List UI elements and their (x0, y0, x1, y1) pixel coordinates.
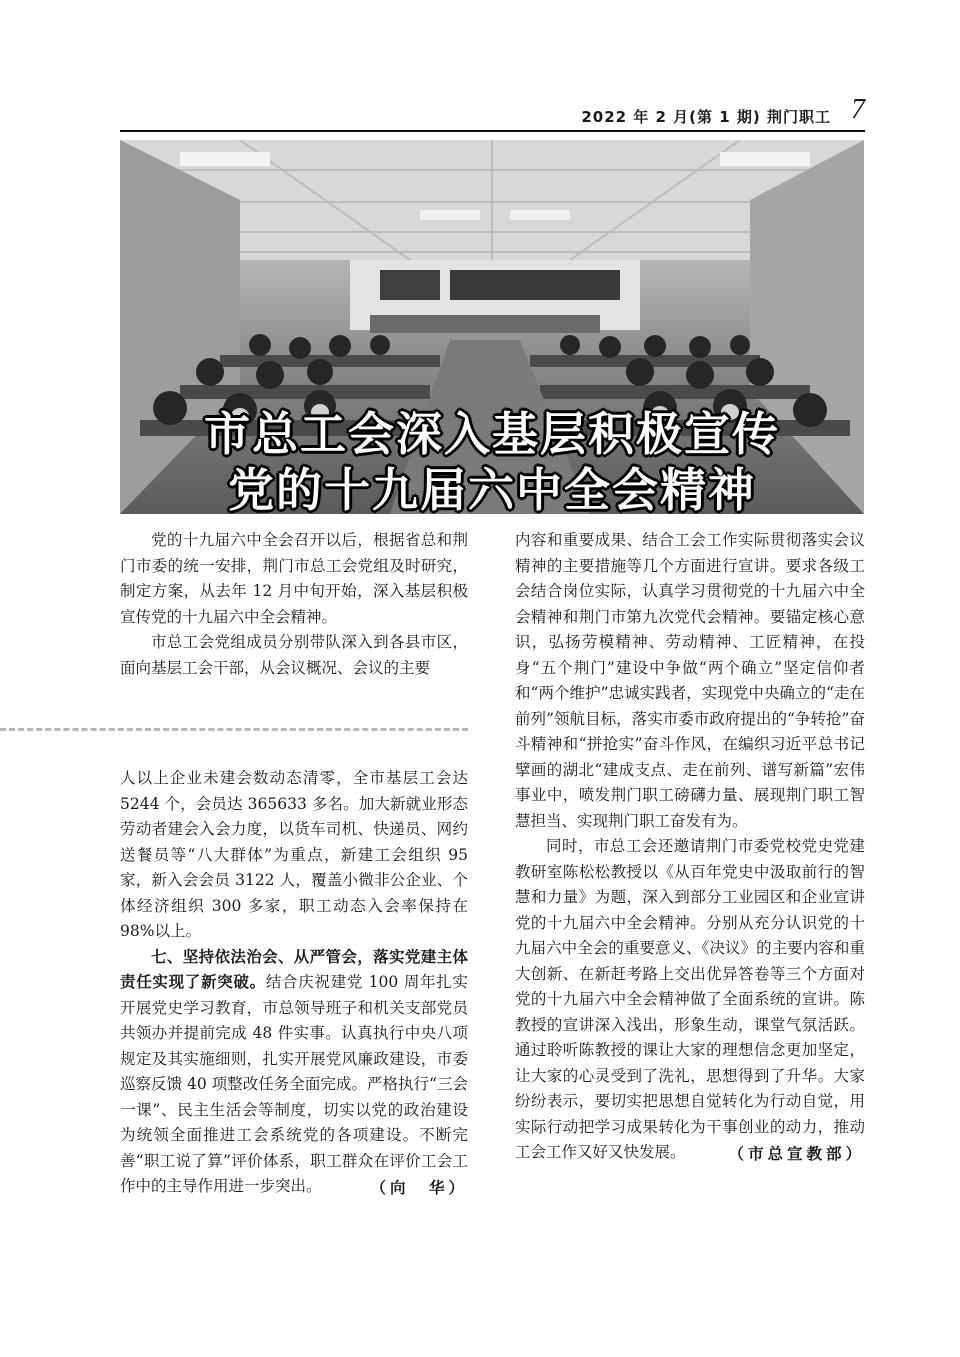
headline-line-1: 市总工会深入基层积极宣传 (204, 407, 780, 461)
page-number: 7 (851, 94, 865, 125)
continued-paragraph-2 (120, 945, 468, 1200)
article-paragraph: 内容和重要成果、结合工会工作实际贯彻落实会议精神的主要措施等几个方面进行宣讲。要求各级工会结合岗位实际，认真学习贯彻党的十九届六中全会精神和荆门市第九次党代会精神。要锚定核心意识，弘扬劳模精神、劳动精神、工匠精神，在投身“五个荆门”建设中争做“两个确立”坚定信仰者和“两个维护”忠诚实践者，实现党中央确立的“走在前列”领航目标，落实市委市政府提出的“争转抢”奋斗精神和“拼抢实”奋斗作风，在编织习近平总书记擘画的湖北“建成支点、走在前列、谱写新篇”宏伟事业中，喷发荆门职工磅礴力量、展现荆门职工智慧担当、实现荆门职工奋发有为。 (515, 531, 865, 830)
continued-paragraph: 人以上企业未建会数动态清零，全市基层工会达 5244 个，会员达 365633 多名。加大新就业形态劳动者建会入会力度，以货车司机、快递员、网约送餐员等“八大群体”为重点，新建工会组织 95 家，新入会会员 3122 人，覆盖小微非公企业、个体经济组织 300 多家，职工动态入会率保持在 98%以上。 (120, 769, 468, 940)
section-divider (0, 728, 468, 731)
page-header (120, 94, 865, 132)
article-paragraph: 同时，市总工会还邀请荆门市委党校党史党建教研室陈松松教授以《从百年党史中汲取前行的智慧和力量》为题，深入到部分工业园区和企业宣讲党的十九届六中全会精神。分别从充分认识党的十九届六中全会的重要意义、《决议》的主要内容和重大创新、在新赶考路上交出优异答卷等三个方面对党的十九届六中全会精神做了全面系统的宣讲。陈教授的宣讲深入浅出，形象生动，课堂气氛活跃。通过聆听陈教授的课让大家的理想信念更加坚定，让大家的心灵受到了洗礼，思想得到了升华。大家纷纷表示，要切实把思想自觉转化为行动自觉，用实际行动把学习成果转化为干事创业的动力，推动工会工作又好又快发展。 (515, 837, 865, 1161)
issue-info: 2022 年 2 月(第 1 期) 荆门职工 (581, 108, 831, 126)
article-right-column (515, 528, 865, 1166)
section-heading: 七、坚持依法治会、从严管会，落实党建主体责任实现了新突破。 (120, 947, 468, 991)
continued-signature: （向 华） (370, 1177, 468, 1197)
headline-line-2: 党的十九届六中全会精神 (228, 463, 756, 514)
article-paragraph: 市总工会党组成员分别带队深入到各县市区，面向基层工会干部，从会议概况、会议的主要 (120, 633, 468, 677)
meeting-photo (120, 140, 864, 514)
article-paragraph: 党的十九届六中全会召开以后，根据省总和荆门市委的统一安排，荆门市总工会党组及时研究，制定方案，从去年 12 月中旬开始，深入基层积极宣传党的十九届六中全会精神。 (120, 531, 468, 626)
article-signature: （市总宣教部） (728, 1143, 865, 1163)
section-body: 结合庆祝建党 100 周年扎实开展党史学习教育，市总领导班子和机关支部党员共领办并提前完成 48 件实事。认真执行中央八项规定及其实施细则，扎实开展党风廉政建设，市委巡察反馈 40 项整改任务全面完成。严格执行“三会一课”、民主生活会等制度，切实以党的政治建设为统领全面推进工会系统党的各项建设。不断完善“职工说了算”评价体系，职工群众在评价工会工作中的主导作用进一步突出。 (120, 973, 468, 1195)
continued-article (120, 766, 468, 1200)
article-left-top (120, 528, 468, 681)
